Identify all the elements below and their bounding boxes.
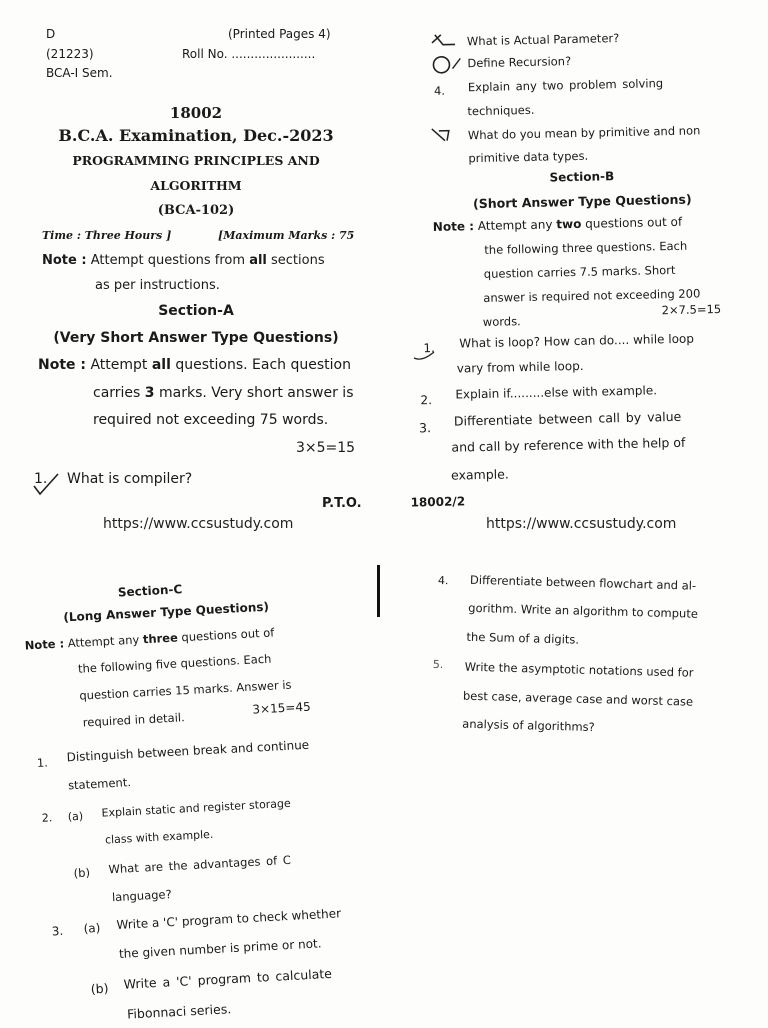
question-b1-line1: What is loop? How can do.... while loop (459, 331, 695, 351)
section-c-note-line3: question carries 15 marks. Answer is (79, 677, 292, 703)
question-a5-line1: What do you mean by primitive and non (467, 123, 701, 143)
subject-title-line2: ALGORITHM (150, 178, 242, 193)
set-code: D (46, 27, 56, 41)
section-b-subheading: (Short Answer Type Questions) (472, 191, 692, 212)
question-c2a-line1: Explain static and register storage (101, 796, 292, 820)
question-b2-number: 2. (420, 393, 433, 408)
question-c5-line3: analysis of algorithms? (462, 716, 595, 735)
question-a5-line2: primitive data types. (468, 148, 589, 166)
subject-title-line1: PROGRAMMING PRINCIPLES AND (72, 153, 320, 168)
section-b-note-line4: answer is required not exceeding 200 (483, 286, 701, 305)
question-c3a-line2: the given number is prime or not. (118, 936, 322, 961)
semester-label: BCA-I Sem. (46, 66, 113, 80)
maximum-marks: [Maximum Marks : 75 (218, 229, 355, 242)
section-a-subheading: (Very Short Answer Type Questions) (53, 330, 339, 346)
question-c3b-line1: Write a 'C' program to calculate (123, 965, 333, 992)
checkmark-icon (30, 470, 62, 498)
pen-mark-icon (429, 30, 461, 51)
question-a1-text: What is compiler? (67, 471, 193, 487)
question-b3-line3: example. (450, 466, 509, 483)
question-c3b-label: (b) (90, 980, 109, 997)
section-b-note: Note : Attempt any two questions out of (432, 214, 683, 234)
section-a-heading: Section-A (158, 303, 234, 319)
section-a-marks: 3×5=15 (296, 440, 356, 456)
general-note-line2: as per instructions. (95, 278, 220, 293)
time-allowed: Time : Three Hours ] (42, 229, 172, 242)
pto-label: P.T.O. (322, 496, 362, 511)
question-c2b-line2: language? (111, 887, 172, 905)
question-c2b-label: (b) (73, 865, 91, 881)
question-a4-line2: techniques. (467, 102, 535, 119)
page1-footer-url: https://www.ccsustudy.com (103, 516, 294, 532)
section-b-note-line5: words. (482, 314, 521, 329)
question-c3a-label: (a) (83, 920, 101, 936)
question-c3b-line2: Fibonnaci series. (126, 1001, 232, 1022)
exam-title: B.C.A. Examination, Dec.-2023 (58, 126, 334, 145)
question-b3-line1: Differentiate between call by value (453, 408, 682, 429)
section-c-heading: Section-C (117, 582, 183, 600)
question-c3a-line1: Write a 'C' program to check whether (116, 906, 342, 933)
question-a4-line1: Explain any two problem solving (467, 76, 664, 95)
section-b-heading: Section-B (549, 169, 615, 185)
section-c-subheading: (Long Answer Type Questions) (63, 599, 270, 625)
section-a-note-line2: carries 3 marks. Very short answer is (93, 385, 354, 401)
question-a1-number: 1. (34, 471, 48, 487)
course-code: (BCA-102) (157, 203, 235, 218)
question-c4-number: 4. (437, 573, 449, 588)
section-a-note-line3: required not exceeding 75 words. (93, 412, 329, 428)
question-c2-number: 2. (41, 811, 53, 825)
section-c-note: Note : Attempt any three questions out of (24, 625, 275, 653)
question-b1-number: 1. (423, 340, 435, 356)
printed-pages: (Printed Pages 4) (228, 27, 331, 41)
general-note: Note : Attempt questions from all sections (42, 253, 325, 268)
note-label: Note : (42, 253, 87, 268)
question-b3-line2: and call by reference with the help of (451, 434, 686, 455)
question-c4-line1: Differentiate between flowchart and al- (469, 572, 697, 593)
question-c1-number: 1. (36, 755, 49, 770)
question-c3-number: 3. (51, 923, 64, 939)
exam-code: 18002 (169, 104, 223, 122)
section-c-marks: 3×15=45 (252, 699, 311, 717)
question-c2b-line1: What are the advantages of C (108, 852, 292, 877)
question-c1-line1: Distinguish between break and continue (66, 737, 310, 765)
question-b1-line2: vary from while loop. (456, 358, 584, 376)
question-c5-line1: Write the asymptotic notations used for (464, 659, 694, 680)
page-fold-line (377, 565, 380, 617)
section-b-marks: 2×7.5=15 (661, 301, 722, 318)
question-c4-line3: the Sum of a digits. (466, 629, 580, 647)
question-c4-line2: gorithm. Write an algorithm to compute (468, 600, 699, 621)
question-b2-text: Explain if.........else with example. (455, 383, 658, 402)
section-c-note-line4: required in detail. (82, 710, 186, 730)
question-a3-text: Define Recursion? (467, 54, 572, 71)
question-c1-line2: statement. (67, 775, 132, 793)
section-c-note-line2: the following five questions. Each (77, 651, 272, 676)
question-a4-number: 4. (433, 83, 446, 98)
roll-number-label: Roll No. ...................... (182, 47, 316, 61)
paper-code: (21223) (46, 47, 94, 61)
question-c2a-line2: class with example. (104, 827, 214, 847)
section-a-note: Note : Attempt all questions. Each question (38, 357, 351, 373)
question-b3-number: 3. (418, 420, 432, 436)
question-c2a-label: (a) (67, 809, 84, 824)
question-c5-line2: best case, average case and worst case (462, 688, 694, 709)
page2-footer-code: 18002/2 (410, 494, 466, 510)
page2-footer-url: https://www.ccsustudy.com (486, 516, 677, 532)
section-b-note-line2: the following three questions. Each (484, 238, 688, 257)
circled-number-icon (430, 52, 464, 77)
pen-mark-icon (410, 344, 438, 366)
question-a2-text: What is Actual Parameter? (466, 31, 620, 49)
question-c5-number: 5. (432, 657, 444, 672)
section-b-note-line3: question carries 7.5 marks. Short (483, 262, 676, 281)
pen-mark-icon (429, 124, 459, 145)
